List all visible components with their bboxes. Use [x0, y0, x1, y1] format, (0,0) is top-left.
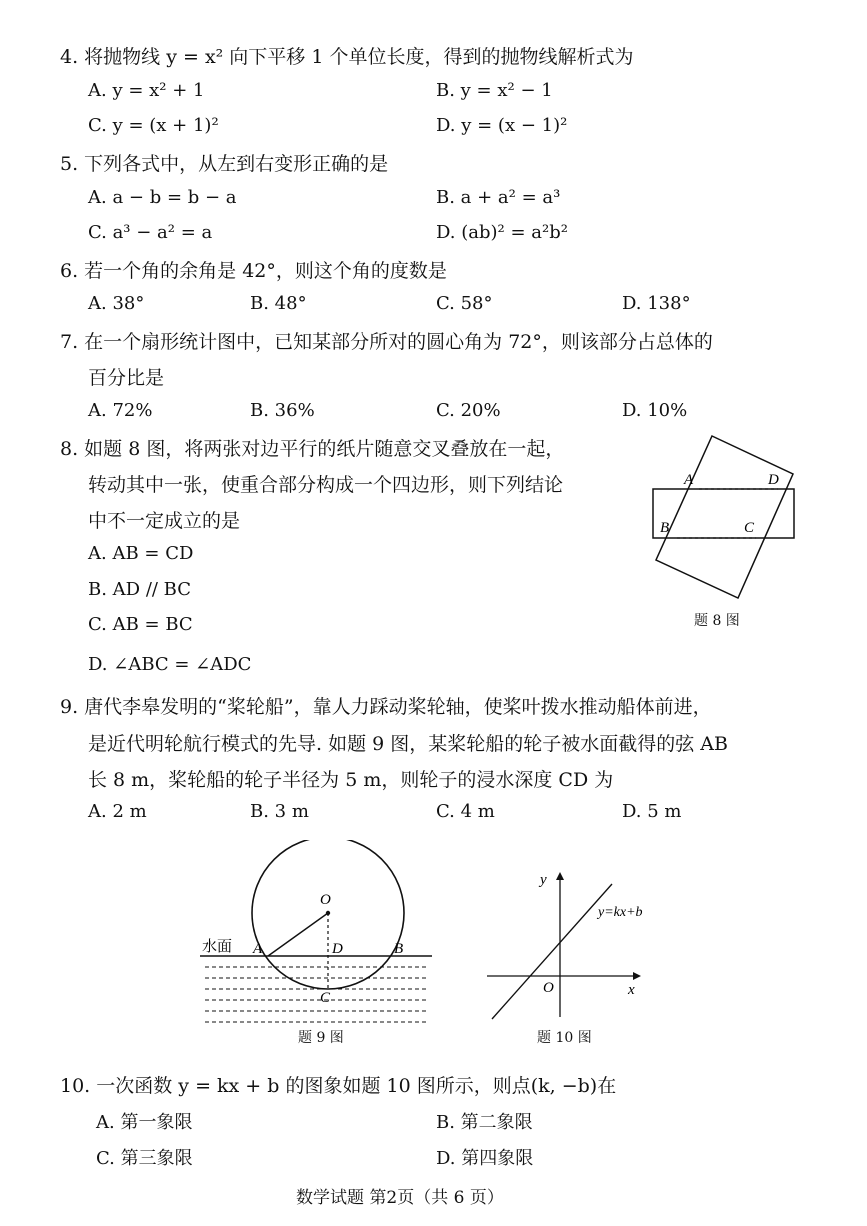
q8-stem-line3: 中不一定成立的是: [88, 510, 241, 532]
q5-option-d: D. (ab)² = a²b²: [436, 222, 568, 243]
q6-option-a: A. 38°: [88, 293, 145, 314]
figure-10: [480, 862, 650, 1027]
fig8-label-d: D: [768, 472, 779, 488]
fig9-label-o: O: [320, 892, 331, 908]
q6-stem: 6. 若一个角的余角是 42°，则这个角的度数是: [60, 260, 447, 282]
q10-option-d: D. 第四象限: [436, 1148, 534, 1169]
q4-option-a: A. y = x² + 1: [88, 80, 205, 101]
page-footer: 数学试题 第2页（共 6 页）: [296, 1188, 504, 1208]
fig10-origin-label: O: [543, 980, 554, 996]
q7-option-b: B. 36%: [250, 400, 315, 421]
q6-option-d: D. 138°: [622, 293, 691, 314]
q9-option-a: A. 2 m: [88, 801, 147, 822]
q6-option-b: B. 48°: [250, 293, 307, 314]
q10-option-c: C. 第三象限: [96, 1148, 193, 1169]
q5-option-a: A. a − b = b − a: [88, 187, 237, 208]
fig10-y-arrow: [556, 872, 564, 880]
q9-option-c: C. 4 m: [436, 801, 495, 822]
figure-8: [640, 425, 810, 635]
fig10-x-label: x: [628, 982, 635, 998]
fig9-caption: 题 9 图: [298, 1030, 344, 1046]
q8-stem-line2: 转动其中一张，使重合部分构成一个四边形，则下列结论: [88, 474, 564, 496]
fig10-line-label: y=kx+b: [598, 905, 643, 920]
q5-option-c: C. a³ − a² = a: [88, 222, 213, 243]
q8-option-d: D. ∠ABC = ∠ADC: [88, 654, 252, 675]
q5-option-b: B. a + a² = a³: [436, 187, 561, 208]
q8-option-a: A. AB = CD: [88, 543, 194, 564]
fig9-water-dashes: [205, 967, 428, 1022]
fig9-label-c: C: [320, 990, 331, 1006]
fig10-line: [492, 884, 612, 1019]
fig8-horizontal-strip: [653, 489, 794, 538]
fig9-label-a: A: [253, 941, 263, 957]
figure-9: [195, 840, 435, 1030]
q9-stem-line2: 是近代明轮航行模式的先导. 如题 9 图，某桨轮船的轮子被水面截得的弦 AB: [88, 733, 728, 755]
q10-stem: 10. 一次函数 y = kx + b 的图象如题 10 图所示，则点(k, −b)在: [60, 1075, 617, 1097]
fig10-x-arrow: [633, 972, 641, 980]
fig9-radius-oa: [268, 913, 328, 956]
q10-option-b: B. 第二象限: [436, 1112, 533, 1133]
q8-option-b: B. AD // BC: [88, 579, 192, 600]
q9-option-d: D. 5 m: [622, 801, 682, 822]
q5-stem: 5. 下列各式中，从左到右变形正确的是: [60, 153, 389, 175]
fig9-label-d: D: [332, 941, 343, 957]
q4-option-c: C. y = (x + 1)²: [88, 115, 219, 136]
q7-stem-line1: 7. 在一个扇形统计图中，已知某部分所对的圆心角为 72°，则该部分占总体的: [60, 331, 713, 353]
fig9-label-b: B: [394, 941, 404, 957]
q4-option-d: D. y = (x − 1)²: [436, 115, 568, 136]
q7-option-c: C. 20%: [436, 400, 501, 421]
q8-stem-line1: 8. 如题 8 图，将两张对边平行的纸片随意交叉叠放在一起，: [60, 438, 565, 460]
q7-option-d: D. 10%: [622, 400, 688, 421]
q9-stem-line1: 9. 唐代李皋发明的“桨轮船”，靠人力踩动桨轮轴，使桨叶拨水推动船体前进，: [60, 696, 712, 718]
fig10-caption: 题 10 图: [537, 1030, 592, 1046]
fig8-label-b: B: [660, 520, 670, 536]
fig8-tilted-strip: [656, 436, 793, 598]
q8-option-c: C. AB = BC: [88, 614, 193, 635]
fig8-label-a: A: [684, 472, 694, 488]
fig9-center-dot: [326, 911, 330, 915]
fig10-y-label: y: [540, 872, 547, 888]
q9-stem-line3: 长 8 m，桨轮船的轮子半径为 5 m，则轮子的浸水深度 CD 为: [88, 769, 614, 791]
fig9-water-label: 水面: [202, 939, 233, 955]
fig8-label-c: C: [744, 520, 755, 536]
q10-option-a: A. 第一象限: [96, 1112, 193, 1133]
fig8-caption: 题 8 图: [694, 613, 740, 629]
q9-option-b: B. 3 m: [250, 801, 309, 822]
q7-stem-line2: 百分比是: [88, 367, 165, 389]
q4-option-b: B. y = x² − 1: [436, 80, 553, 101]
q6-option-c: C. 58°: [436, 293, 493, 314]
q7-option-a: A. 72%: [88, 400, 153, 421]
q4-stem: 4. 将抛物线 y = x² 向下平移 1 个单位长度，得到的抛物线解析式为: [60, 46, 634, 68]
